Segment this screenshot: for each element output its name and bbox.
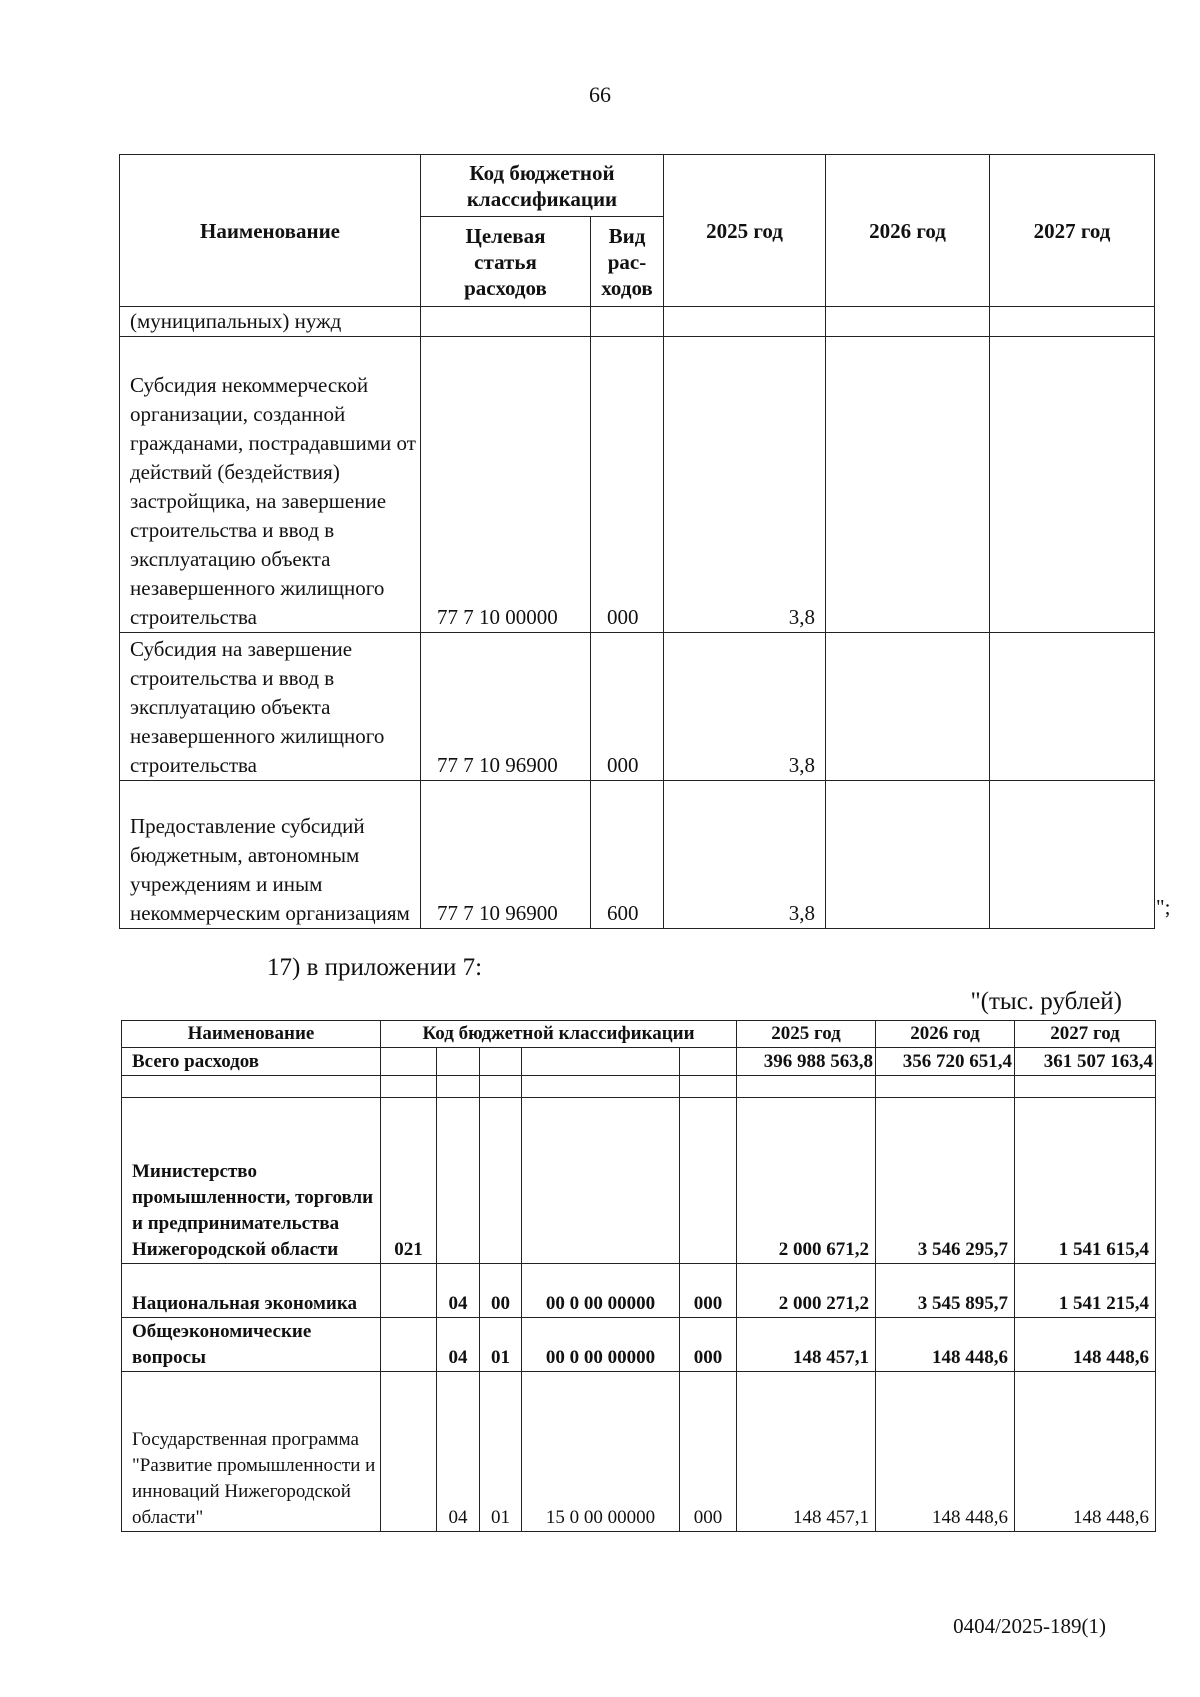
row-2026: 148 448,6 [876, 1318, 1015, 1372]
row-name: Субсидия на завершение строительства и ввод в эксплуатацию объекта незавершенного жилищного строительства [120, 633, 421, 781]
row-2027 [990, 781, 1155, 929]
row-2026 [826, 337, 990, 633]
units-label: "(тыс. рублей) [970, 988, 1122, 1015]
row-vr: 000 [680, 1318, 737, 1372]
row-pr [480, 1098, 522, 1264]
row-2025: 3,8 [664, 781, 826, 929]
row-2026 [826, 781, 990, 929]
row-ved [381, 1318, 437, 1372]
row-pr: 01 [480, 1372, 522, 1532]
row-2027: 148 448,6 [1015, 1372, 1156, 1532]
row-ved: 021 [381, 1098, 437, 1264]
header-name: Наименование [122, 1021, 381, 1048]
closing-quote-mark: "; [1156, 895, 1171, 919]
row-vid: 600 [591, 781, 664, 929]
row-vr [680, 1098, 737, 1264]
header-2026: 2026 год [876, 1021, 1015, 1048]
header-2026: 2026 год [826, 155, 990, 307]
header-kbk: Код бюджетной классификации [381, 1021, 737, 1048]
budget-table-2 [121, 1020, 1156, 1532]
row-code: 77 7 10 00000 [421, 337, 591, 633]
row-rz: 04 [437, 1264, 480, 1318]
header-2027: 2027 год [990, 155, 1155, 307]
section-title: 17) в приложении 7: [267, 954, 483, 981]
row-rz: 04 [437, 1372, 480, 1532]
row-cs: 00 0 00 00000 [522, 1318, 680, 1372]
row-2027: 1 541 615,4 [1015, 1098, 1156, 1264]
row-2025: 148 457,1 [737, 1318, 876, 1372]
row-rz: 04 [437, 1318, 480, 1372]
row-name: Министерство промышленности, торговли и предпринимательства Нижегородской области [122, 1098, 381, 1264]
row-name: Субсидия некоммерческой организации, созданной гражданами, пострадавшими от действий (бездействия) застройщика, на завершение строительства и ввод в эксплуатацию объекта незавершенного жилищного строительства [120, 337, 421, 633]
row-2025: 148 457,1 [737, 1372, 876, 1532]
row-2027 [990, 633, 1155, 781]
header-2027: 2027 год [1015, 1021, 1156, 1048]
total-2027: 361 507 163,4 [1015, 1048, 1156, 1076]
row-2026: 3 545 895,7 [876, 1264, 1015, 1318]
table-row [122, 1318, 1156, 1372]
row-2025: 2 000 671,2 [737, 1098, 876, 1264]
page-number: 66 [589, 82, 611, 107]
continuation-cell: (муниципальных) нужд [120, 307, 421, 337]
header-kbk: Код бюджетной классификации [421, 155, 664, 217]
row-cs [522, 1098, 680, 1264]
row-2027: 148 448,6 [1015, 1318, 1156, 1372]
row-pr: 00 [480, 1264, 522, 1318]
table-row [122, 1098, 1156, 1264]
header-2025: 2025 год [664, 155, 826, 307]
table-row [122, 1372, 1156, 1532]
row-2026: 148 448,6 [876, 1372, 1015, 1532]
row-code: 77 7 10 96900 [421, 633, 591, 781]
header-2025: 2025 год [737, 1021, 876, 1048]
row-2025: 2 000 271,2 [737, 1264, 876, 1318]
budget-table-1 [119, 154, 1155, 929]
row-vid: 000 [591, 337, 664, 633]
table-row [120, 633, 1155, 781]
total-2026: 356 720 651,4 [876, 1048, 1015, 1076]
row-ved [381, 1264, 437, 1318]
row-pr: 01 [480, 1318, 522, 1372]
row-vr: 000 [680, 1264, 737, 1318]
header-target: Целевая статья расходов [421, 217, 591, 307]
row-2027 [990, 337, 1155, 633]
row-rz [437, 1098, 480, 1264]
total-name: Всего расходов [122, 1048, 381, 1076]
row-2025: 3,8 [664, 337, 826, 633]
row-2027: 1 541 215,4 [1015, 1264, 1156, 1318]
row-2026 [826, 633, 990, 781]
document-code: 0404/2025-189(1) [953, 1614, 1106, 1638]
header-vid: Вид рас-ходов [591, 217, 664, 307]
row-name: Общеэкономические вопросы [122, 1318, 381, 1372]
total-row [122, 1048, 1156, 1076]
row-name: Национальная экономика [122, 1264, 381, 1318]
header-name: Наименование [120, 155, 421, 307]
row-vr: 000 [680, 1372, 737, 1532]
row-name: Государственная программа "Развитие промышленности и инноваций Нижегородской области" [122, 1372, 381, 1532]
row-cs: 00 0 00 00000 [522, 1264, 680, 1318]
row-vid: 000 [591, 633, 664, 781]
row-2026: 3 546 295,7 [876, 1098, 1015, 1264]
total-2025: 396 988 563,8 [737, 1048, 876, 1076]
table-row [122, 1264, 1156, 1318]
row-code: 77 7 10 96900 [421, 781, 591, 929]
row-name: Предоставление субсидий бюджетным, автономным учреждениям и иным некоммерческим организациям [120, 781, 421, 929]
table-row [120, 781, 1155, 929]
row-2025: 3,8 [664, 633, 826, 781]
row-ved [381, 1372, 437, 1532]
row-cs: 15 0 00 00000 [522, 1372, 680, 1532]
table-row [120, 337, 1155, 633]
